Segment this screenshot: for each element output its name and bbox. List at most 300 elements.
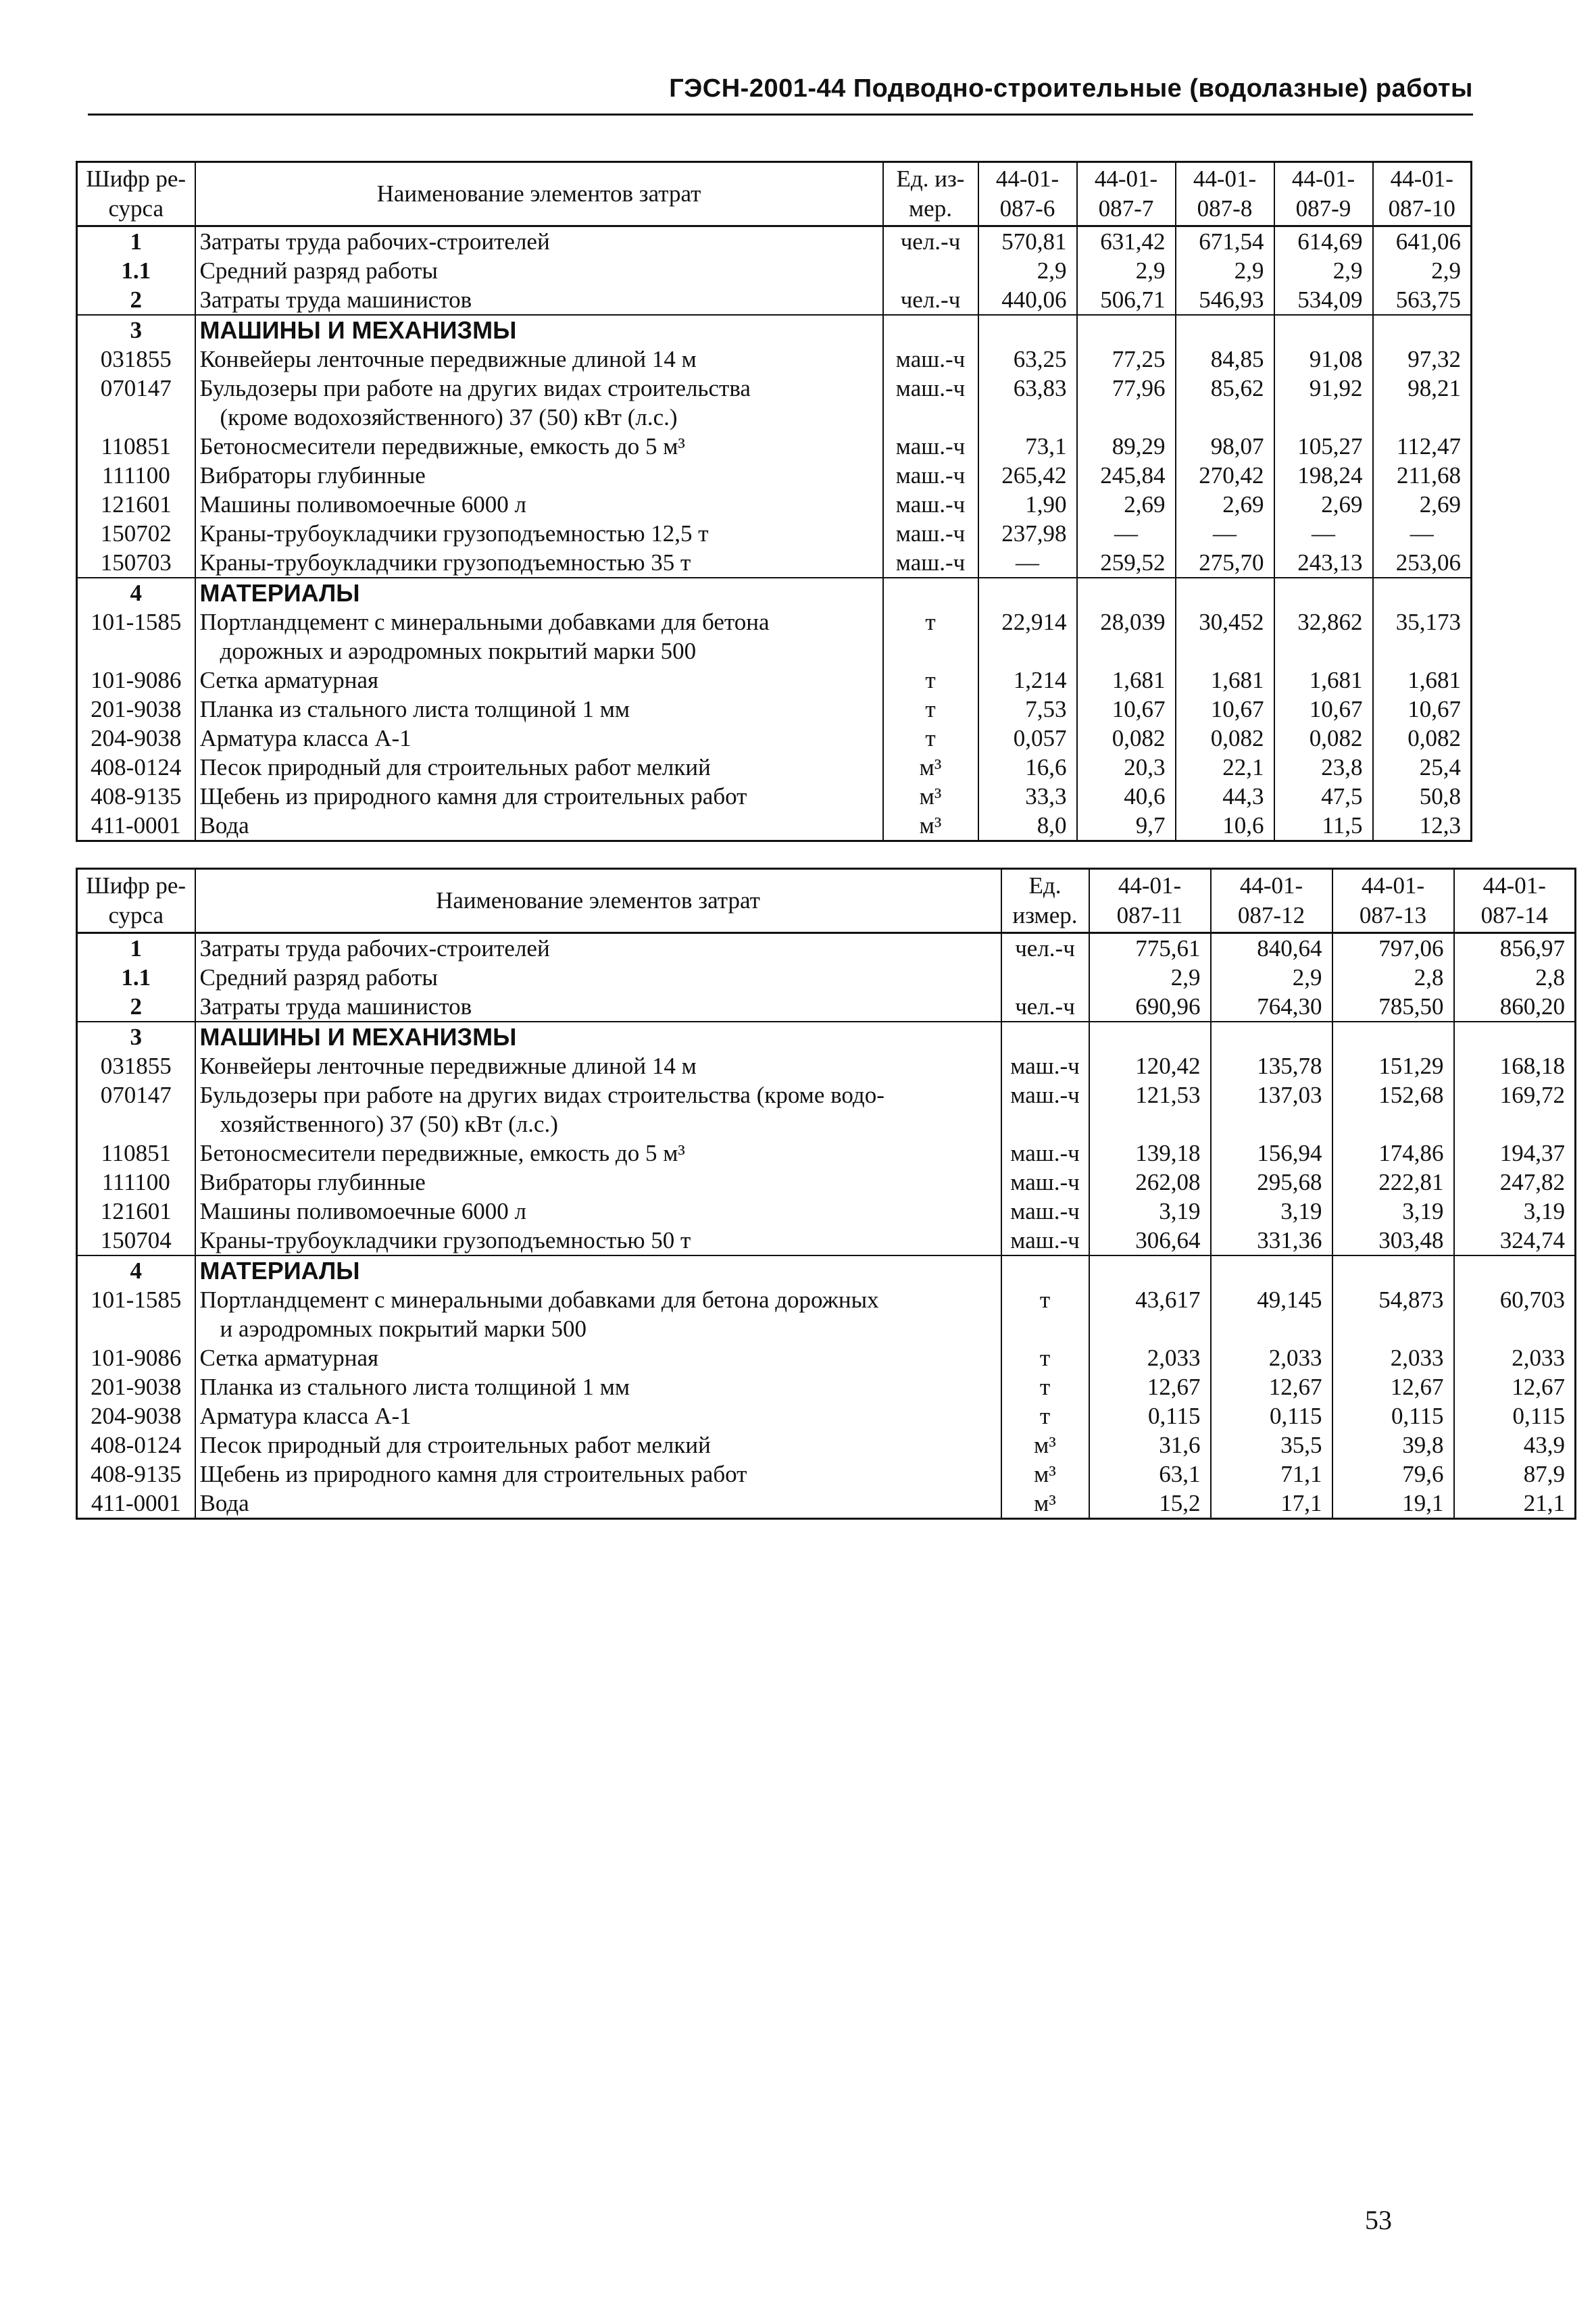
name-line: Вода bbox=[199, 812, 249, 839]
table-row bbox=[77, 1080, 1576, 1139]
cost-element-name bbox=[195, 1051, 1001, 1080]
value-cell: 440,06 bbox=[978, 285, 1077, 315]
value-cell: 270,42 bbox=[1176, 461, 1274, 490]
page-header bbox=[88, 68, 1473, 116]
name-line: Щебень из природного камня для строительных работ bbox=[199, 783, 747, 810]
unit-of-measure: маш.-ч bbox=[883, 432, 978, 461]
name-line: Планка из стального листа толщиной 1 мм bbox=[199, 696, 630, 722]
header-col-line2: 087-6 bbox=[999, 195, 1055, 222]
name-continuation: дорожных и аэродромных покрытий марки 500 bbox=[220, 638, 697, 664]
name-line: Песок природный для строительных работ мелкий bbox=[199, 1432, 711, 1458]
table-row bbox=[77, 226, 1472, 257]
value-cell: 28,039 bbox=[1077, 607, 1176, 666]
table-row bbox=[77, 548, 1472, 578]
unit-of-measure: маш.-ч bbox=[883, 519, 978, 548]
name-line: Планка из стального листа толщиной 1 мм bbox=[199, 1374, 630, 1400]
header-code bbox=[77, 869, 195, 933]
resource-code: 3 bbox=[77, 1022, 195, 1051]
document-title: ГЭСН-2001-44 Подводно-строительные (водолазные) работы bbox=[669, 74, 1473, 103]
name-line: Вибраторы глубинные bbox=[199, 1169, 426, 1195]
header-col-line1: 44-01- bbox=[1482, 872, 1546, 899]
value-cell: 1,90 bbox=[978, 490, 1077, 519]
unit-of-measure bbox=[1001, 963, 1089, 992]
cost-element-name bbox=[195, 1401, 1001, 1430]
value-cell: 0,082 bbox=[1373, 724, 1472, 753]
name-line: Арматура класса А-1 bbox=[199, 1403, 412, 1429]
value-cell: 77,25 bbox=[1077, 345, 1176, 374]
cost-element-name bbox=[195, 1139, 1001, 1168]
resource-code: 101-9086 bbox=[77, 1343, 195, 1372]
value-cell: 12,67 bbox=[1332, 1372, 1454, 1401]
cost-element-name bbox=[195, 1168, 1001, 1197]
cost-element-name bbox=[195, 782, 883, 811]
value-cell: 47,5 bbox=[1274, 782, 1373, 811]
resource-code: 1 bbox=[77, 226, 195, 257]
value-cell: 79,6 bbox=[1332, 1460, 1454, 1489]
table-row bbox=[77, 345, 1472, 374]
unit-of-measure bbox=[883, 578, 978, 607]
value-cell: 10,67 bbox=[1373, 695, 1472, 724]
unit-of-measure: маш.-ч bbox=[1001, 1197, 1089, 1226]
unit-of-measure: м³ bbox=[883, 782, 978, 811]
value-cell: 12,67 bbox=[1454, 1372, 1576, 1401]
name-line: Средний разряд работы bbox=[199, 257, 438, 284]
value-cell: 2,69 bbox=[1077, 490, 1176, 519]
cost-element-name bbox=[195, 432, 883, 461]
value-cell: 30,452 bbox=[1176, 607, 1274, 666]
unit-of-measure: маш.-ч bbox=[1001, 1051, 1089, 1080]
value-cell: 2,69 bbox=[1176, 490, 1274, 519]
value-cell bbox=[1211, 1255, 1332, 1285]
cost-element-name bbox=[195, 345, 883, 374]
header-col-line1: 44-01- bbox=[1361, 872, 1425, 899]
name-line: Вибраторы глубинные bbox=[199, 462, 426, 489]
header-code-line2: сурса bbox=[108, 902, 164, 928]
value-cell: 265,42 bbox=[978, 461, 1077, 490]
unit-of-measure: маш.-ч bbox=[883, 461, 978, 490]
value-cell: 2,9 bbox=[1077, 256, 1176, 285]
cost-element-name bbox=[195, 1255, 1001, 1285]
value-cell: 7,53 bbox=[978, 695, 1077, 724]
resource-code: 4 bbox=[77, 578, 195, 607]
name-continuation: хозяйственного) 37 (50) кВт (л.с.) bbox=[220, 1111, 558, 1137]
resource-code: 070147 bbox=[77, 1080, 195, 1139]
value-cell: 324,74 bbox=[1454, 1226, 1576, 1255]
cost-element-name bbox=[195, 666, 883, 695]
value-cell: 295,68 bbox=[1211, 1168, 1332, 1197]
value-cell bbox=[1274, 315, 1373, 345]
value-cell: 87,9 bbox=[1454, 1460, 1576, 1489]
name-line: Портландцемент с минеральными добавками для бетона дорожных bbox=[199, 1287, 879, 1313]
table-row bbox=[77, 285, 1472, 315]
value-cell: 259,52 bbox=[1077, 548, 1176, 578]
value-cell: 137,03 bbox=[1211, 1080, 1332, 1139]
cost-element-name bbox=[195, 1460, 1001, 1489]
resource-code: 411-0001 bbox=[77, 1489, 195, 1519]
value-cell: 860,20 bbox=[1454, 992, 1576, 1022]
value-cell bbox=[1077, 578, 1176, 607]
name-line: Затраты труда машинистов bbox=[199, 993, 472, 1020]
value-cell: 614,69 bbox=[1274, 226, 1373, 257]
value-cell: 2,033 bbox=[1332, 1343, 1454, 1372]
value-cell: 0,115 bbox=[1454, 1401, 1576, 1430]
value-cell: 275,70 bbox=[1176, 548, 1274, 578]
header-col-2 bbox=[1077, 162, 1176, 226]
value-cell: 10,6 bbox=[1176, 811, 1274, 841]
cost-element-name bbox=[195, 933, 1001, 964]
unit-of-measure: т bbox=[883, 695, 978, 724]
resource-code: 1.1 bbox=[77, 256, 195, 285]
resource-code: 201-9038 bbox=[77, 1372, 195, 1401]
cost-element-name bbox=[195, 724, 883, 753]
cost-element-name bbox=[195, 1226, 1001, 1255]
value-cell: 23,8 bbox=[1274, 753, 1373, 782]
unit-of-measure: т bbox=[1001, 1401, 1089, 1430]
value-cell bbox=[1089, 1255, 1211, 1285]
table-row bbox=[77, 933, 1576, 964]
section-row bbox=[77, 578, 1472, 607]
cost-element-name bbox=[195, 607, 883, 666]
resource-code: 110851 bbox=[77, 432, 195, 461]
resource-code: 031855 bbox=[77, 1051, 195, 1080]
value-cell: 194,37 bbox=[1454, 1139, 1576, 1168]
value-cell: 49,145 bbox=[1211, 1285, 1332, 1343]
value-cell: 151,29 bbox=[1332, 1051, 1454, 1080]
header-col-3 bbox=[1176, 162, 1274, 226]
unit-of-measure bbox=[883, 315, 978, 345]
value-cell: 2,033 bbox=[1454, 1343, 1576, 1372]
unit-of-measure: чел.-ч bbox=[883, 285, 978, 315]
name-line: Средний разряд работы bbox=[199, 964, 438, 991]
value-cell: — bbox=[1077, 519, 1176, 548]
header-code-line1: Шифр ре- bbox=[86, 166, 186, 192]
resource-code: 2 bbox=[77, 992, 195, 1022]
value-cell: 40,6 bbox=[1077, 782, 1176, 811]
resource-code: 101-1585 bbox=[77, 607, 195, 666]
value-cell: 39,8 bbox=[1332, 1430, 1454, 1460]
value-cell: 35,173 bbox=[1373, 607, 1472, 666]
value-cell: 20,3 bbox=[1077, 753, 1176, 782]
value-cell: 43,617 bbox=[1089, 1285, 1211, 1343]
value-cell: 764,30 bbox=[1211, 992, 1332, 1022]
resource-code: 408-9135 bbox=[77, 1460, 195, 1489]
table-row bbox=[77, 432, 1472, 461]
value-cell: 3,19 bbox=[1211, 1197, 1332, 1226]
value-cell: 98,07 bbox=[1176, 432, 1274, 461]
value-cell: 211,68 bbox=[1373, 461, 1472, 490]
value-cell: 73,1 bbox=[978, 432, 1077, 461]
value-cell: 1,214 bbox=[978, 666, 1077, 695]
value-cell: 671,54 bbox=[1176, 226, 1274, 257]
header-col-line1: 44-01- bbox=[1390, 166, 1453, 192]
header-code-line1: Шифр ре- bbox=[86, 872, 186, 899]
unit-of-measure bbox=[883, 256, 978, 285]
header-unit-line1: Ед. из- bbox=[896, 166, 965, 192]
value-cell: 0,057 bbox=[978, 724, 1077, 753]
name-line: Конвейеры ленточные передвижные длиной 14 м bbox=[199, 346, 697, 372]
cost-element-name bbox=[195, 963, 1001, 992]
value-cell: 2,9 bbox=[978, 256, 1077, 285]
resource-code: 408-0124 bbox=[77, 753, 195, 782]
unit-of-measure: чел.-ч bbox=[1001, 933, 1089, 964]
header-col-2 bbox=[1211, 869, 1332, 933]
table-row bbox=[77, 1372, 1576, 1401]
value-cell: 156,94 bbox=[1211, 1139, 1332, 1168]
value-cell: 2,9 bbox=[1373, 256, 1472, 285]
value-cell: 85,62 bbox=[1176, 374, 1274, 432]
value-cell: 97,32 bbox=[1373, 345, 1472, 374]
table-row bbox=[77, 490, 1472, 519]
value-cell: 77,96 bbox=[1077, 374, 1176, 432]
unit-of-measure: м³ bbox=[1001, 1489, 1089, 1519]
header-col-4 bbox=[1274, 162, 1373, 226]
page-number: 53 bbox=[1365, 2205, 1392, 2235]
value-cell bbox=[1454, 1022, 1576, 1051]
unit-of-measure: маш.-ч bbox=[883, 345, 978, 374]
value-cell bbox=[1077, 315, 1176, 345]
header-col-line2: 087-7 bbox=[1098, 195, 1154, 222]
name-line: Арматура класса А-1 bbox=[199, 725, 412, 751]
name-line: Машины поливомоечные 6000 л bbox=[199, 491, 527, 518]
value-cell: 247,82 bbox=[1454, 1168, 1576, 1197]
header-col-line2: 087-12 bbox=[1237, 902, 1305, 928]
resource-code: 070147 bbox=[77, 374, 195, 432]
value-cell: 174,86 bbox=[1332, 1139, 1454, 1168]
cost-element-name bbox=[195, 256, 883, 285]
resource-code: 4 bbox=[77, 1255, 195, 1285]
header-col-4 bbox=[1454, 869, 1576, 933]
name-line: Краны-трубоукладчики грузоподъемностью 35 т bbox=[199, 549, 691, 576]
value-cell: 222,81 bbox=[1332, 1168, 1454, 1197]
table-row bbox=[77, 963, 1576, 992]
table-row bbox=[77, 782, 1472, 811]
resource-code: 1.1 bbox=[77, 963, 195, 992]
value-cell: 10,67 bbox=[1176, 695, 1274, 724]
value-cell: 631,42 bbox=[1077, 226, 1176, 257]
cost-element-name bbox=[195, 1430, 1001, 1460]
header-col-3 bbox=[1332, 869, 1454, 933]
value-cell: 12,3 bbox=[1373, 811, 1472, 841]
value-cell bbox=[978, 578, 1077, 607]
cost-element-name bbox=[195, 1022, 1001, 1051]
value-cell: 2,033 bbox=[1089, 1343, 1211, 1372]
value-cell: 641,06 bbox=[1373, 226, 1472, 257]
value-cell: 168,18 bbox=[1454, 1051, 1576, 1080]
value-cell: 3,19 bbox=[1332, 1197, 1454, 1226]
table-row bbox=[77, 695, 1472, 724]
value-cell: 21,1 bbox=[1454, 1489, 1576, 1519]
cost-element-name bbox=[195, 578, 883, 607]
unit-of-measure: маш.-ч bbox=[883, 548, 978, 578]
value-cell: 91,92 bbox=[1274, 374, 1373, 432]
resource-code: 1 bbox=[77, 933, 195, 964]
resource-code: 150702 bbox=[77, 519, 195, 548]
table-row bbox=[77, 1051, 1576, 1080]
value-cell: 563,75 bbox=[1373, 285, 1472, 315]
unit-of-measure: т bbox=[883, 724, 978, 753]
resource-code: 150703 bbox=[77, 548, 195, 578]
unit-of-measure: т bbox=[1001, 1343, 1089, 1372]
header-col-line1: 44-01- bbox=[995, 166, 1059, 192]
value-cell bbox=[1332, 1255, 1454, 1285]
unit-of-measure: чел.-ч bbox=[883, 226, 978, 257]
value-cell: 17,1 bbox=[1211, 1489, 1332, 1519]
unit-of-measure: м³ bbox=[1001, 1430, 1089, 1460]
cost-element-name bbox=[195, 992, 1001, 1022]
header-name: Наименование элементов затрат bbox=[195, 162, 883, 226]
unit-of-measure: маш.-ч bbox=[1001, 1139, 1089, 1168]
value-cell: 797,06 bbox=[1332, 933, 1454, 964]
resource-code: 101-1585 bbox=[77, 1285, 195, 1343]
value-cell: 2,9 bbox=[1274, 256, 1373, 285]
name-line: Сетка арматурная bbox=[199, 1345, 379, 1371]
value-cell bbox=[1454, 1255, 1576, 1285]
header-col-line2: 087-14 bbox=[1480, 902, 1548, 928]
unit-of-measure bbox=[1001, 1022, 1089, 1051]
section-row bbox=[77, 315, 1472, 345]
value-cell: 2,8 bbox=[1454, 963, 1576, 992]
resource-code: 2 bbox=[77, 285, 195, 315]
value-cell: 50,8 bbox=[1373, 782, 1472, 811]
table-row bbox=[77, 1197, 1576, 1226]
resource-code: 150704 bbox=[77, 1226, 195, 1255]
unit-of-measure: маш.-ч bbox=[883, 374, 978, 432]
cost-element-name bbox=[195, 285, 883, 315]
value-cell: 1,681 bbox=[1274, 666, 1373, 695]
value-cell: 8,0 bbox=[978, 811, 1077, 841]
value-cell: 54,873 bbox=[1332, 1285, 1454, 1343]
resource-code: 204-9038 bbox=[77, 1401, 195, 1430]
value-cell: 22,1 bbox=[1176, 753, 1274, 782]
name-line: Сетка арматурная bbox=[199, 667, 379, 693]
value-cell: 690,96 bbox=[1089, 992, 1211, 1022]
value-cell bbox=[1274, 578, 1373, 607]
resource-code: 031855 bbox=[77, 345, 195, 374]
cost-element-name bbox=[195, 315, 883, 345]
name-line: МАТЕРИАЛЫ bbox=[199, 1257, 360, 1285]
cost-element-name bbox=[195, 226, 883, 257]
table-row bbox=[77, 374, 1472, 432]
value-cell bbox=[1211, 1022, 1332, 1051]
value-cell: 169,72 bbox=[1454, 1080, 1576, 1139]
unit-of-measure: маш.-ч bbox=[1001, 1080, 1089, 1139]
cost-element-name bbox=[195, 1080, 1001, 1139]
value-cell: 1,681 bbox=[1176, 666, 1274, 695]
value-cell: — bbox=[978, 548, 1077, 578]
table-header-row bbox=[77, 162, 1472, 226]
value-cell: 1,681 bbox=[1077, 666, 1176, 695]
header-col-line2: 087-8 bbox=[1197, 195, 1253, 222]
value-cell: 237,98 bbox=[978, 519, 1077, 548]
name-continuation: (кроме водохозяйственного) 37 (50) кВт (л.с.) bbox=[220, 404, 678, 430]
value-cell: 11,5 bbox=[1274, 811, 1373, 841]
value-cell: 331,36 bbox=[1211, 1226, 1332, 1255]
value-cell: 22,914 bbox=[978, 607, 1077, 666]
resource-code: 111100 bbox=[77, 461, 195, 490]
table-row bbox=[77, 461, 1472, 490]
cost-element-name bbox=[195, 811, 883, 841]
value-cell: 60,703 bbox=[1454, 1285, 1576, 1343]
cost-element-name bbox=[195, 1372, 1001, 1401]
header-col-line2: 087-10 bbox=[1388, 195, 1455, 222]
value-cell: 25,4 bbox=[1373, 753, 1472, 782]
header-name: Наименование элементов затрат bbox=[195, 869, 1001, 933]
table-row bbox=[77, 1460, 1576, 1489]
resource-code: 408-0124 bbox=[77, 1430, 195, 1460]
value-cell: 10,67 bbox=[1274, 695, 1373, 724]
name-line: Краны-трубоукладчики грузоподъемностью 12,5 т bbox=[199, 520, 709, 547]
header-code-line2: сурса bbox=[108, 195, 164, 222]
value-cell bbox=[1176, 578, 1274, 607]
value-cell bbox=[1089, 1022, 1211, 1051]
name-line: Портландцемент с минеральными добавками для бетона bbox=[199, 609, 770, 635]
table-row bbox=[77, 724, 1472, 753]
unit-of-measure: маш.-ч bbox=[1001, 1168, 1089, 1197]
unit-of-measure: т bbox=[883, 666, 978, 695]
value-cell bbox=[1176, 315, 1274, 345]
table-row bbox=[77, 1343, 1576, 1372]
name-line: Щебень из природного камня для строительных работ bbox=[199, 1461, 747, 1487]
header-col-line2: 087-11 bbox=[1116, 902, 1183, 928]
section-row bbox=[77, 1255, 1576, 1285]
value-cell: 0,115 bbox=[1332, 1401, 1454, 1430]
name-line: Бульдозеры при работе на других видах строительства bbox=[199, 375, 751, 401]
value-cell: 0,082 bbox=[1176, 724, 1274, 753]
name-line: Бетоносмесители передвижные, емкость до 5 м³ bbox=[199, 433, 685, 459]
resource-code: 201-9038 bbox=[77, 695, 195, 724]
value-cell: 2,9 bbox=[1211, 963, 1332, 992]
resource-code: 101-9086 bbox=[77, 666, 195, 695]
name-line: МАТЕРИАЛЫ bbox=[199, 579, 360, 607]
name-line: Краны-трубоукладчики грузоподъемностью 50 т bbox=[199, 1227, 691, 1253]
value-cell: 63,25 bbox=[978, 345, 1077, 374]
header-col-line1: 44-01- bbox=[1193, 166, 1257, 192]
value-cell: 12,67 bbox=[1089, 1372, 1211, 1401]
unit-of-measure: маш.-ч bbox=[883, 490, 978, 519]
name-line: Затраты труда машинистов bbox=[199, 287, 472, 313]
value-cell: 15,2 bbox=[1089, 1489, 1211, 1519]
table-row bbox=[77, 666, 1472, 695]
value-cell: 105,27 bbox=[1274, 432, 1373, 461]
cost-element-name bbox=[195, 1343, 1001, 1372]
value-cell: 856,97 bbox=[1454, 933, 1576, 964]
value-cell: 63,83 bbox=[978, 374, 1077, 432]
cost-element-name bbox=[195, 695, 883, 724]
value-cell: — bbox=[1373, 519, 1472, 548]
norm-table-2 bbox=[76, 868, 1576, 1520]
unit-of-measure: т bbox=[883, 607, 978, 666]
table-row bbox=[77, 607, 1472, 666]
name-line: МАШИНЫ И МЕХАНИЗМЫ bbox=[199, 316, 517, 344]
header-col-1 bbox=[978, 162, 1077, 226]
value-cell: 89,29 bbox=[1077, 432, 1176, 461]
value-cell: 0,082 bbox=[1274, 724, 1373, 753]
unit-of-measure: чел.-ч bbox=[1001, 992, 1089, 1022]
value-cell: 35,5 bbox=[1211, 1430, 1332, 1460]
value-cell: 243,13 bbox=[1274, 548, 1373, 578]
table-row bbox=[77, 992, 1576, 1022]
table-header-row bbox=[77, 869, 1576, 933]
header-col-line1: 44-01- bbox=[1291, 166, 1355, 192]
value-cell: 120,42 bbox=[1089, 1051, 1211, 1080]
table-row bbox=[77, 1430, 1576, 1460]
resource-code: 3 bbox=[77, 315, 195, 345]
resource-code: 111100 bbox=[77, 1168, 195, 1197]
value-cell: 570,81 bbox=[978, 226, 1077, 257]
header-col-line2: 087-13 bbox=[1359, 902, 1427, 928]
header-col-line1: 44-01- bbox=[1239, 872, 1303, 899]
header-unit-line1: Ед. bbox=[1028, 872, 1062, 899]
